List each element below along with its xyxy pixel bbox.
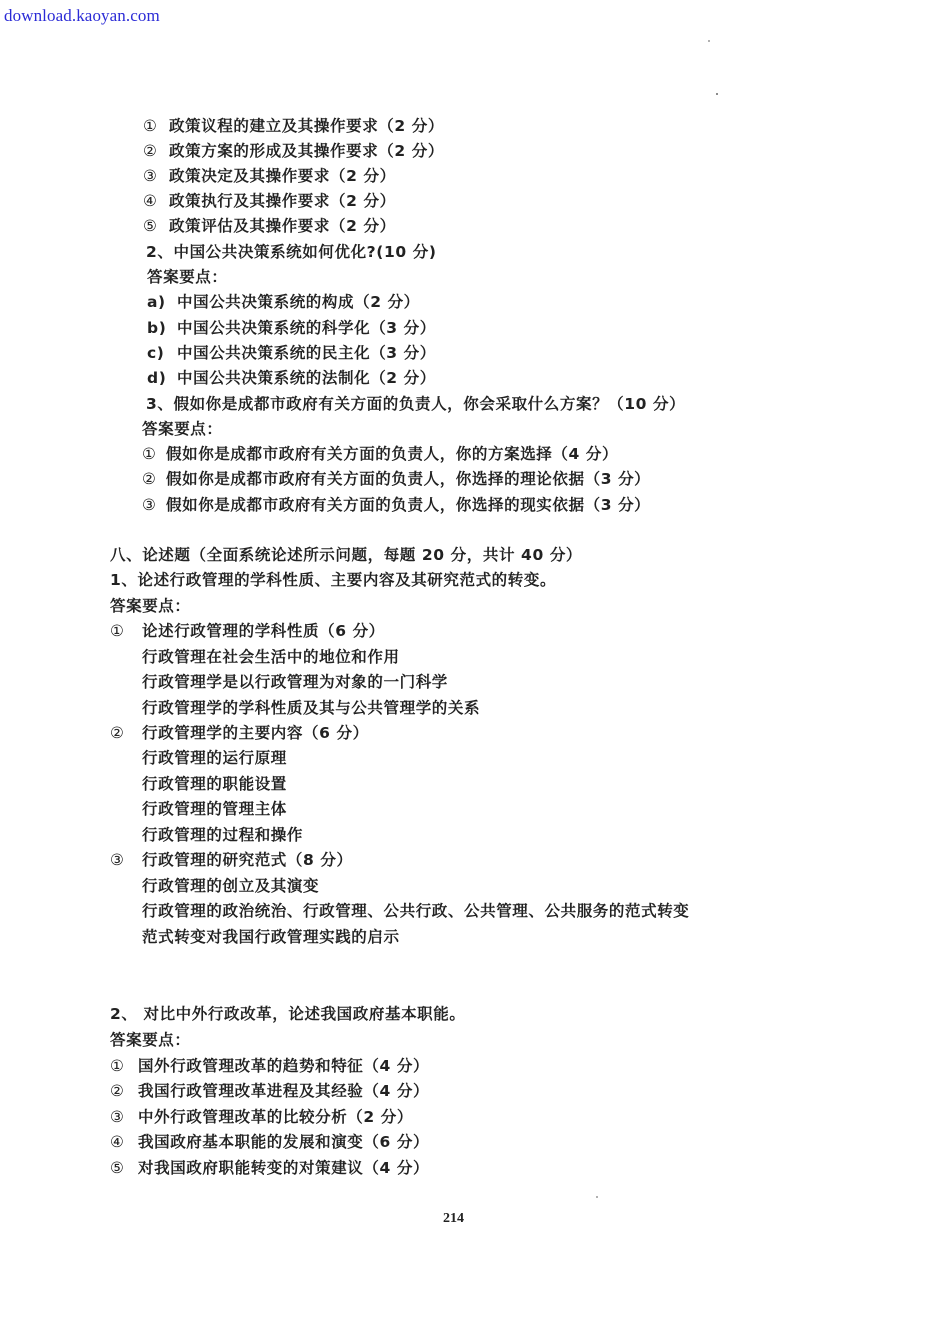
answer-label: 答案要点： (147, 268, 228, 286)
list-item (142, 444, 618, 464)
item-marker: ① (110, 1057, 125, 1075)
sub-item: 行政管理学的学科性质及其与公共管理学的关系 (142, 699, 481, 717)
item-marker: ⑤ (143, 217, 158, 235)
sub-item: 行政管理的创立及其演变 (142, 877, 320, 895)
item-marker: ② (110, 724, 125, 742)
item-text: 政策方案的形成及其操作要求（2 分） (169, 142, 444, 160)
sub-item: 行政管理的政治统治、行政管理、公共行政、公共管理、公共服务的范式转变 (142, 902, 690, 920)
list-item (143, 191, 396, 211)
answer-label: 答案要点： (110, 1031, 191, 1049)
list-item (142, 495, 650, 515)
list-item (143, 116, 444, 136)
list-item (147, 368, 436, 388)
item-marker: b) (147, 319, 167, 337)
item-text: 中国公共决策系统的科学化（3 分） (177, 319, 436, 337)
item-text: 我国行政管理改革进程及其经验（4 分） (138, 1082, 430, 1100)
item-text: 政策执行及其操作要求（2 分） (169, 192, 396, 210)
item-marker: d) (147, 369, 167, 387)
list-item (147, 343, 436, 363)
sub-item: 行政管理的职能设置 (142, 775, 287, 793)
item-text: 论述行政管理的学科性质（6 分） (142, 622, 385, 640)
item-text: 对我国政府职能转变的对策建议（4 分） (138, 1159, 430, 1177)
question-heading: 3、假如你是成都市政府有关方面的负责人，你会采取什么方案？（10 分） (146, 395, 686, 413)
item-text: 假如你是成都市政府有关方面的负责人，你选择的理论依据（3 分） (166, 470, 651, 488)
question-heading: 1、论述行政管理的学科性质、主要内容及其研究范式的转变。 (110, 571, 557, 589)
item-marker: c) (147, 344, 165, 362)
sub-item: 行政管理的管理主体 (142, 800, 287, 818)
item-text: 中国公共决策系统的构成（2 分） (177, 293, 420, 311)
item-marker: ③ (143, 167, 158, 185)
item-text: 行政管理学的主要内容（6 分） (142, 724, 369, 742)
scan-speck (716, 93, 718, 95)
item-text: 政策评估及其操作要求（2 分） (169, 217, 396, 235)
list-item (143, 216, 396, 236)
item-text: 政策议程的建立及其操作要求（2 分） (169, 117, 444, 135)
list-item (147, 292, 420, 312)
item-text: 假如你是成都市政府有关方面的负责人，你选择的现实依据（3 分） (166, 496, 651, 514)
item-marker: ③ (142, 496, 157, 514)
item-marker: ② (142, 470, 157, 488)
page-number: 214 (443, 1211, 464, 1226)
section-heading: 八、论述题（全面系统论述所示问题，每题 20 分，共计 40 分） (110, 546, 583, 564)
point-heading (110, 621, 385, 641)
item-text: 中国公共决策系统的民主化（3 分） (177, 344, 436, 362)
list-item (110, 1158, 429, 1178)
item-marker: ① (110, 622, 125, 640)
point-heading (110, 850, 353, 870)
item-marker: ① (143, 117, 158, 135)
list-item (110, 1081, 429, 1101)
list-item (110, 1056, 429, 1076)
item-marker: ⑤ (110, 1159, 125, 1177)
sub-item: 行政管理在社会生活中的地位和作用 (142, 648, 400, 666)
item-marker: ② (110, 1082, 125, 1100)
question-heading: 2、 对比中外行政改革，论述我国政府基本职能。 (110, 1005, 466, 1023)
item-marker: ④ (143, 192, 158, 210)
answer-label: 答案要点： (142, 420, 223, 438)
item-marker: ③ (110, 851, 125, 869)
list-item (143, 166, 396, 186)
item-marker: ① (142, 445, 157, 463)
item-text: 国外行政管理改革的趋势和特征（4 分） (138, 1057, 430, 1075)
scan-speck (596, 1196, 598, 1198)
item-marker: a) (147, 293, 166, 311)
sub-item: 行政管理的过程和操作 (142, 826, 304, 844)
item-marker: ② (143, 142, 158, 160)
point-heading (110, 723, 369, 743)
list-item (143, 141, 444, 161)
item-text: 政策决定及其操作要求（2 分） (169, 167, 396, 185)
item-marker: ④ (110, 1133, 125, 1151)
list-item (110, 1132, 429, 1152)
item-marker: ③ (110, 1108, 125, 1126)
item-text: 假如你是成都市政府有关方面的负责人，你的方案选择（4 分） (166, 445, 619, 463)
sub-item: 行政管理学是以行政管理为对象的一门科学 (142, 673, 448, 691)
sub-item: 范式转变对我国行政管理实践的启示 (142, 928, 400, 946)
list-item (142, 469, 650, 489)
scan-speck (708, 40, 710, 42)
item-text: 行政管理的研究范式（8 分） (142, 851, 353, 869)
watermark-link[interactable]: download.kaoyan.com (4, 6, 160, 25)
question-heading: 2、中国公共决策系统如何优化?(10 分) (146, 243, 437, 261)
answer-label: 答案要点： (110, 597, 191, 615)
item-text: 中国公共决策系统的法制化（2 分） (177, 369, 436, 387)
list-item (110, 1107, 413, 1127)
list-item (147, 318, 436, 338)
item-text: 我国政府基本职能的发展和演变（6 分） (138, 1133, 430, 1151)
sub-item: 行政管理的运行原理 (142, 749, 287, 767)
item-text: 中外行政管理改革的比较分析（2 分） (138, 1108, 413, 1126)
